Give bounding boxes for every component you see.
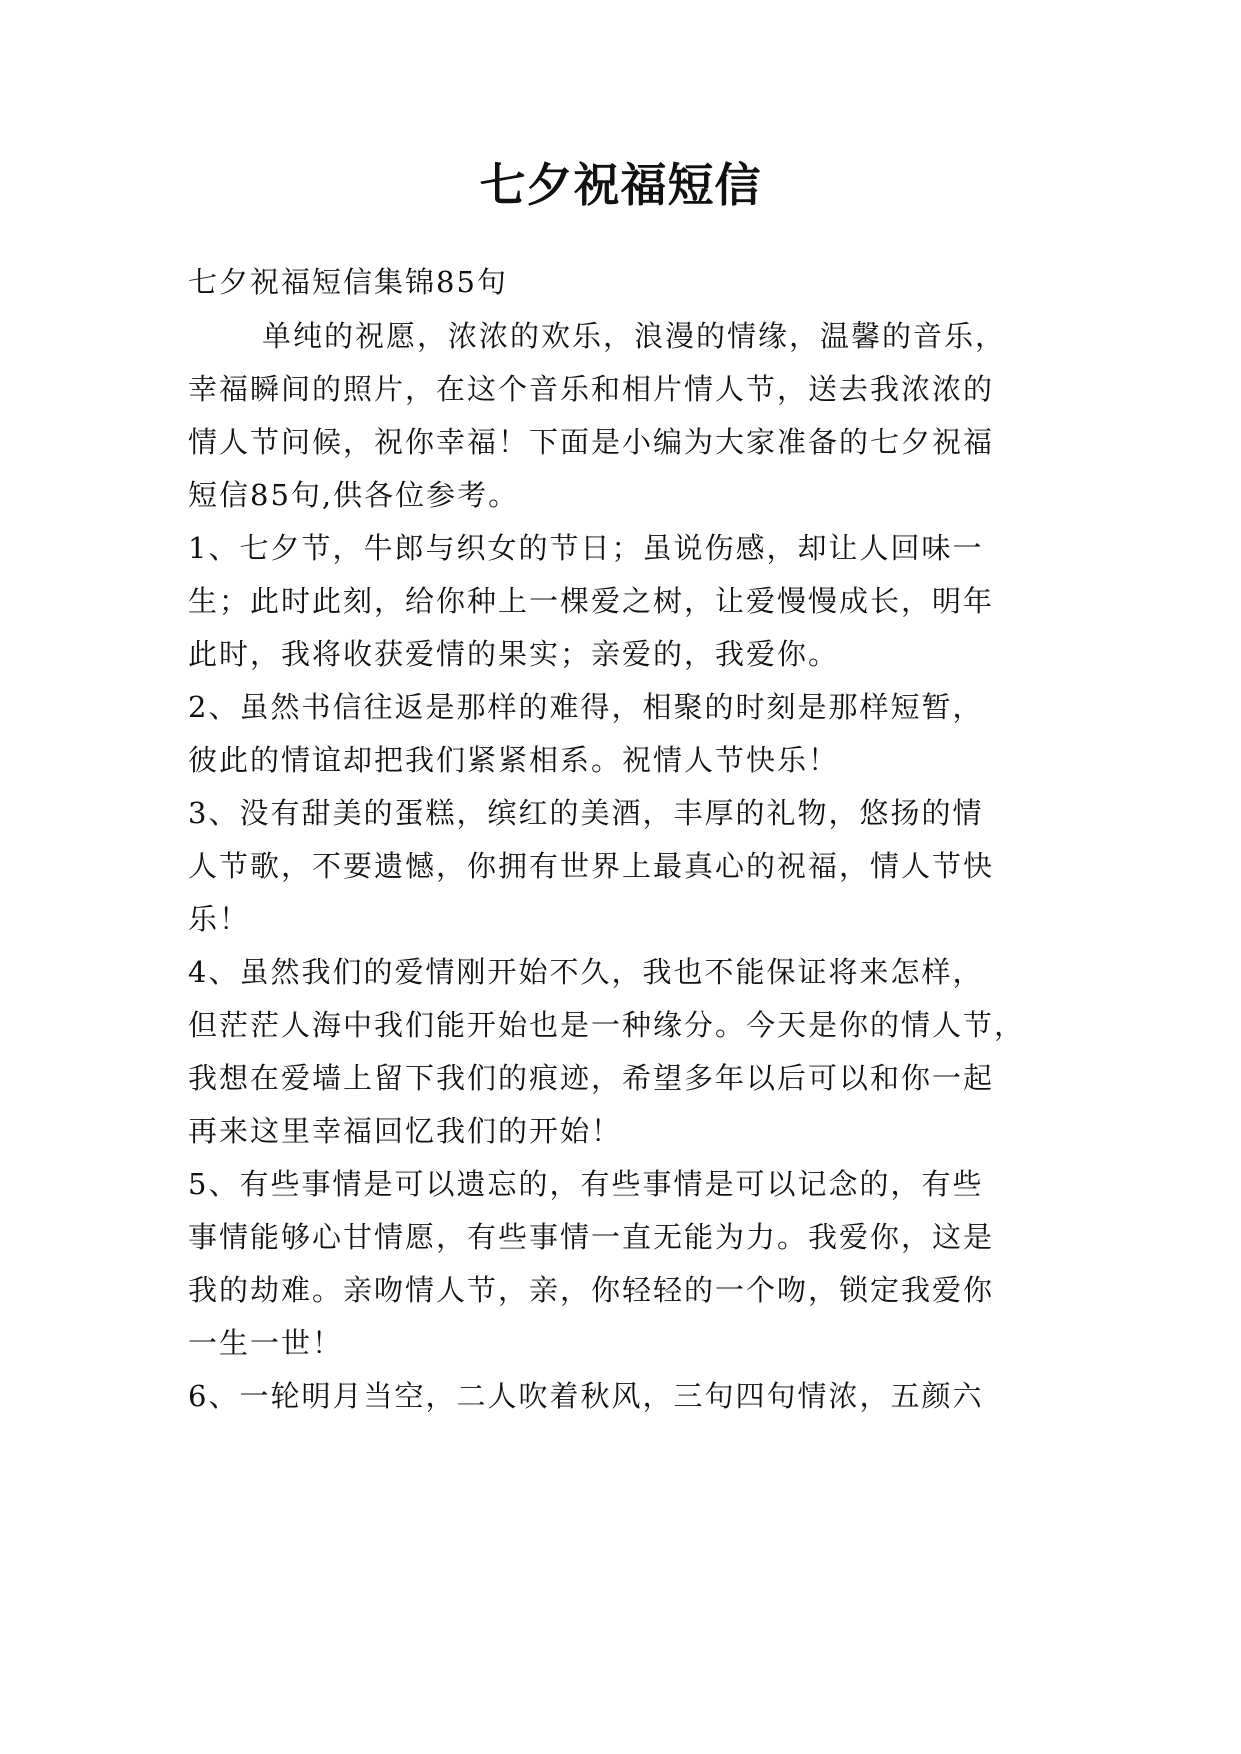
body-line: 再来这里幸福回忆我们的开始！ bbox=[188, 1114, 623, 1148]
body-line: 一生一世！ bbox=[188, 1326, 344, 1360]
body-line: 人节歌，不要遗憾，你拥有世界上最真心的祝福，情人节快 bbox=[188, 849, 995, 883]
body-line: 幸福瞬间的照片，在这个音乐和相片情人节，送去我浓浓的 bbox=[188, 372, 995, 406]
body-line: 情人节问候，祝你幸福！下面是小编为大家准备的七夕祝福 bbox=[188, 425, 995, 459]
body-line: 3、没有甜美的蛋糕，缤红的美酒，丰厚的礼物，悠扬的情 bbox=[188, 796, 984, 830]
document-title: 七夕祝福短信 bbox=[479, 158, 762, 212]
body-line: 我的劫难。亲吻情人节，亲，你轻轻的一个吻，锁定我爱你 bbox=[188, 1273, 995, 1307]
body-line: 单纯的祝愿，浓浓的欢乐，浪漫的情缘，温馨的音乐， bbox=[262, 319, 1007, 353]
body-line: 事情能够心甘情愿，有些事情一直无能为力。我爱你，这是 bbox=[188, 1220, 995, 1254]
body-line: 彼此的情谊却把我们紧紧相系。祝情人节快乐！ bbox=[188, 743, 840, 777]
body-line: 2、虽然书信往返是那样的难得，相聚的时刻是那样短暂， bbox=[188, 690, 984, 724]
body-line: 生；此时此刻，给你种上一棵爱之树，让爱慢慢成长，明年 bbox=[188, 584, 995, 618]
body-line: 但茫茫人海中我们能开始也是一种缘分。今天是你的情人节， bbox=[188, 1008, 1026, 1042]
body-line: 短信85句,供各位参考。 bbox=[188, 478, 520, 512]
body-line: 1、七夕节，牛郎与织女的节日；虽说伤感，却让人回味一 bbox=[188, 531, 984, 565]
body-line: 5、有些事情是可以遗忘的，有些事情是可以记念的，有些 bbox=[188, 1167, 984, 1201]
body-line: 4、虽然我们的爱情刚开始不久，我也不能保证将来怎样， bbox=[188, 955, 984, 989]
body-line: 乐！ bbox=[188, 902, 251, 936]
body-line: 此时，我将收获爱情的果实；亲爱的，我爱你。 bbox=[188, 637, 840, 671]
body-line: 6、一轮明月当空，二人吹着秋风，三句四句情浓，五颜六 bbox=[188, 1379, 984, 1413]
body-line: 我想在爱墙上留下我们的痕迹，希望多年以后可以和你一起 bbox=[188, 1061, 995, 1095]
subtitle-line: 七夕祝福短信集锦85句 bbox=[188, 265, 508, 299]
